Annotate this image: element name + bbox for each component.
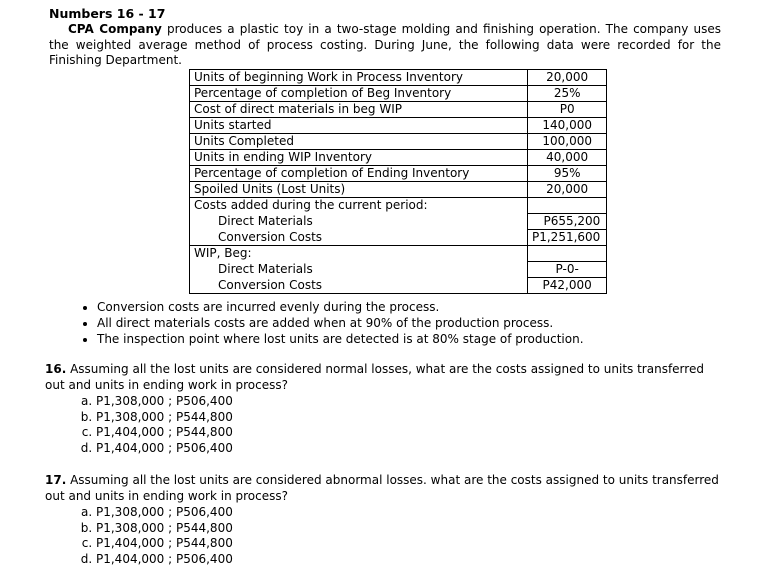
option-d[interactable]: d. P1,404,000 ; P506,400 (96, 441, 233, 457)
row-label: Costs added during the current period: (190, 198, 528, 214)
option-d[interactable]: d. P1,404,000 ; P506,400 (96, 552, 233, 568)
table-row (190, 150, 607, 166)
table-row (190, 166, 607, 182)
table-row (190, 134, 607, 150)
data-table (189, 69, 607, 294)
row-label: Direct Materials (190, 262, 528, 278)
option-b[interactable]: b. P1,308,000 ; P544,800 (96, 410, 233, 426)
row-label: Units Completed (190, 134, 528, 150)
row-value: P1,251,600 (528, 230, 607, 246)
row-value: 95% (528, 166, 607, 182)
row-label: Units in ending WIP Inventory (190, 150, 528, 166)
options-16 (76, 394, 233, 456)
row-label: Conversion Costs (190, 230, 528, 246)
problem-intro (49, 22, 721, 69)
row-value: 100,000 (528, 134, 607, 150)
question-text: Assuming all the lost units are considered abnormal losses. what are the costs assigned to units transferred out and units in ending work in process? (45, 473, 719, 503)
table-row (190, 118, 607, 134)
row-label: Conversion Costs (190, 278, 528, 294)
table-row (190, 230, 607, 246)
table-row (190, 86, 607, 102)
problem-heading: Numbers 16 - 17 (49, 6, 166, 21)
assumption-list (60, 299, 584, 347)
list-item: • The inspection point where lost units are detected is at 80% stage of production. (97, 331, 584, 347)
option-b[interactable]: b. P1,308,000 ; P544,800 (96, 521, 233, 537)
row-label: Percentage of completion of Beg Inventory (190, 86, 528, 102)
row-label: WIP, Beg: (190, 246, 528, 262)
row-label: Spoiled Units (Lost Units) (190, 182, 528, 198)
company-name: CPA Company (68, 22, 162, 36)
row-value: P-0- (528, 262, 607, 278)
row-value: 20,000 (528, 70, 607, 86)
row-value: 40,000 (528, 150, 607, 166)
row-value: 20,000 (528, 182, 607, 198)
table-row (190, 262, 607, 278)
question-number: 17. (45, 473, 67, 487)
option-c[interactable]: c. P1,404,000 ; P544,800 (96, 536, 233, 552)
table-row (190, 182, 607, 198)
option-c[interactable]: c. P1,404,000 ; P544,800 (96, 425, 233, 441)
table-row (190, 278, 607, 294)
question-16 (45, 362, 725, 393)
table-row (190, 198, 607, 214)
row-label: Direct Materials (190, 214, 528, 230)
option-a[interactable]: a. P1,308,000 ; P506,400 (96, 505, 233, 521)
row-value (528, 246, 607, 262)
row-label: Cost of direct materials in beg WIP (190, 102, 528, 118)
row-label: Percentage of completion of Ending Inventory (190, 166, 528, 182)
row-value: 25% (528, 86, 607, 102)
row-value: 140,000 (528, 118, 607, 134)
row-label: Units started (190, 118, 528, 134)
row-value: P655,200 (528, 214, 607, 230)
row-value: P0 (528, 102, 607, 118)
question-text: Assuming all the lost units are considered normal losses, what are the costs assigned to units transferred out and units in ending work in process? (45, 362, 704, 392)
list-item: • Conversion costs are incurred evenly during the process. (97, 299, 584, 315)
row-label: Units of beginning Work in Process Inventory (190, 70, 528, 86)
option-a[interactable]: a. P1,308,000 ; P506,400 (96, 394, 233, 410)
question-17 (45, 473, 725, 504)
question-number: 16. (45, 362, 67, 376)
row-value (528, 198, 607, 214)
list-item: • All direct materials costs are added when at 90% of the production process. (97, 315, 584, 331)
table-row (190, 102, 607, 118)
intro-text: produces a plastic toy in a two-stage molding and finishing operation. The company uses the weighted average method of process costing. During June, the following data were recorded for the Finishing Department. (49, 22, 721, 67)
options-17 (76, 505, 233, 567)
row-value: P42,000 (528, 278, 607, 294)
table-row (190, 70, 607, 86)
table-row (190, 246, 607, 262)
table-row (190, 214, 607, 230)
